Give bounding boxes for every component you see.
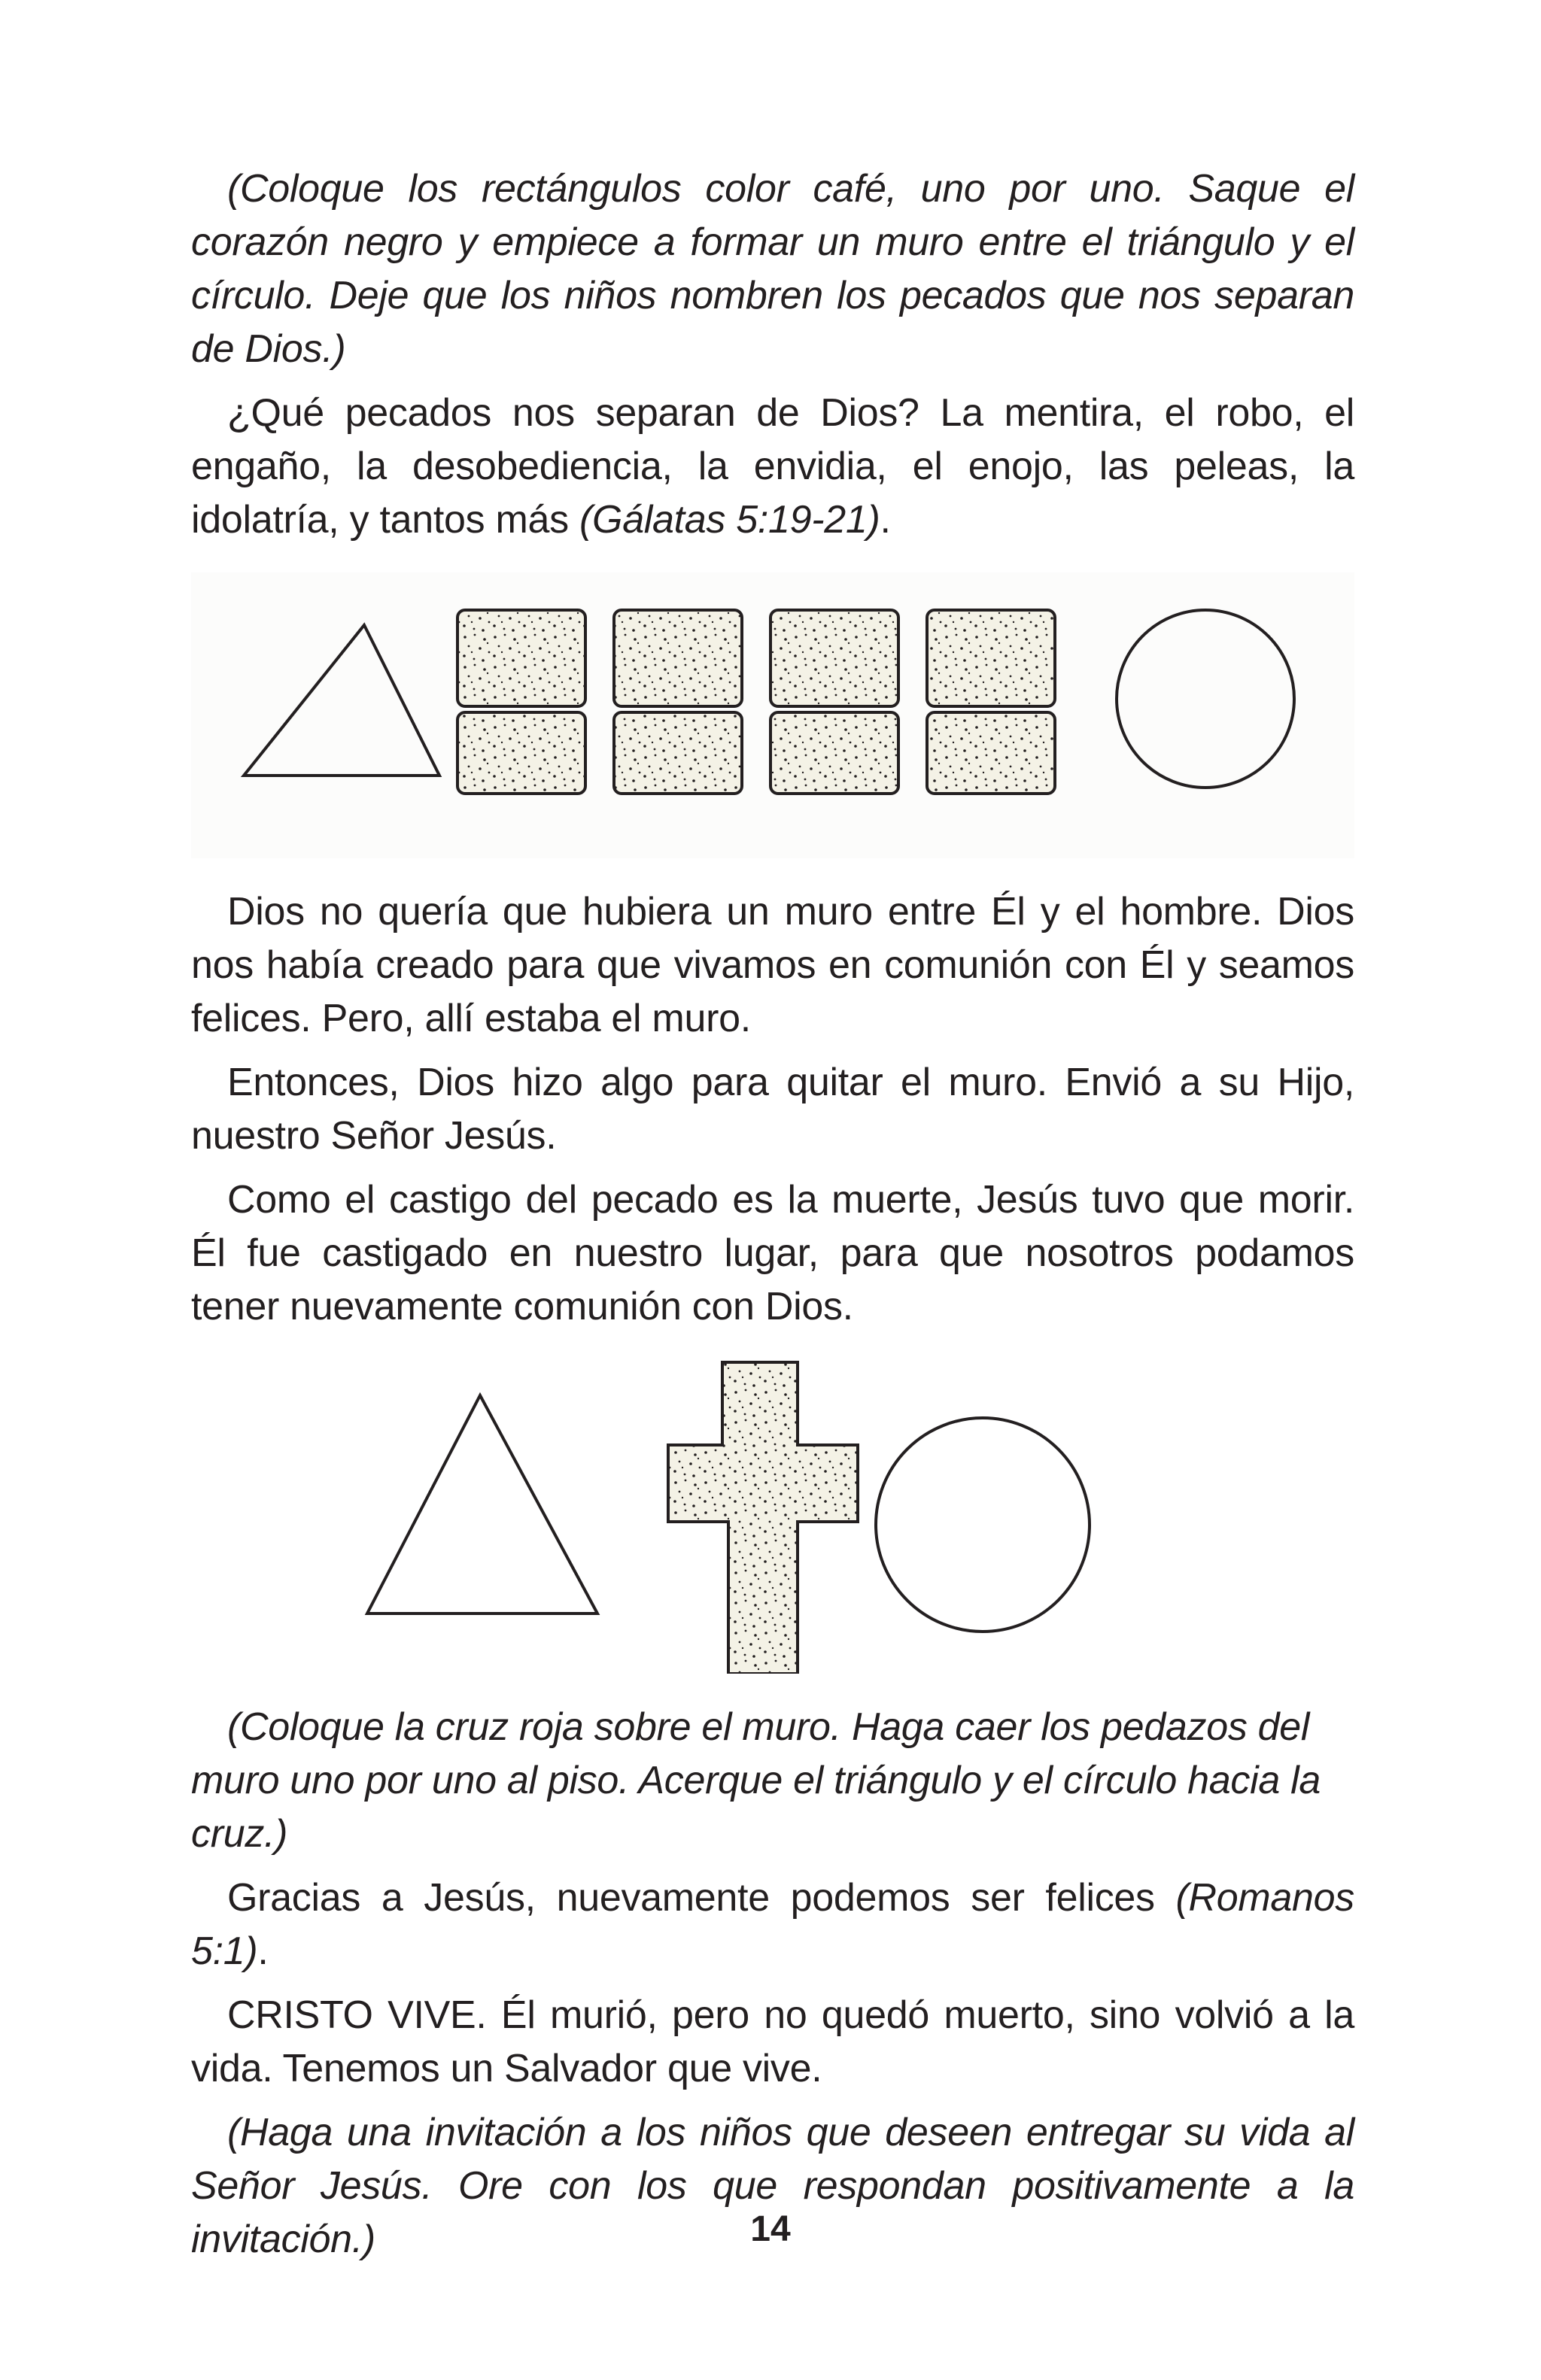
circle-shape xyxy=(876,1418,1090,1632)
wall-brick xyxy=(457,712,585,794)
gratitude-text: Gracias a Jesús, nuevamente podemos ser felices xyxy=(227,1876,1176,1920)
punishment-paragraph: Como el castigo del pecado es la muerte, Jesús tuvo que morir. Él fue castigado en nuestro lugar, para que nosotros podamos tener nuevamente comunión con Dios. xyxy=(191,1178,1354,1328)
gratitude-period: . xyxy=(257,1929,269,1973)
christ-lives-paragraph: CRISTO VIVE. Él murió, pero no quedó muerto, sino volvió a la vida. Tenemos un Salvador que vive. xyxy=(191,1993,1354,2090)
instruction-paragraph-wall: (Coloque los rectángulos color café, uno por uno. Saque el corazón negro y empiece a formar un muro entre el triángulo y el círculo. Deje que los niños nombren los pecados que nos separan de Dios.) xyxy=(191,167,1354,371)
wall-paragraph: Dios no quería que hubiera un muro entre Él y el hombre. Dios nos había creado para que vivamos en comunión con Él y seamos felices. Pero, allí estaba el muro. xyxy=(191,890,1354,1040)
wall-brick xyxy=(927,610,1055,706)
son-paragraph: Entonces, Dios hizo algo para quitar el muro. Envió a su Hijo, nuestro Señor Jesús. xyxy=(191,1061,1354,1158)
invitation-paragraph: (Haga una invitación a los niños que deseen entregar su vida al Señor Jesús. Ore con los que respondan positivamente a la invitación.) xyxy=(191,2111,1354,2261)
wall-brick xyxy=(770,712,898,794)
wall-brick xyxy=(614,712,742,794)
sins-period: . xyxy=(880,498,891,542)
wall-brick xyxy=(927,712,1055,794)
sins-text: ¿Qué pecados nos separan de Dios? La mentira, el robo, el engaño, la desobediencia, la envidia, el enojo, las peleas, la idolatría, y tantos más xyxy=(191,391,1354,542)
cross-illustration xyxy=(191,1358,1354,1674)
wall-brick xyxy=(770,610,898,706)
wall-illustration xyxy=(191,572,1354,858)
page-number: 14 xyxy=(750,2209,791,2249)
page-body xyxy=(191,162,1354,2266)
wall-brick xyxy=(614,610,742,706)
wall-brick xyxy=(457,610,585,706)
cross-shape xyxy=(668,1362,858,1674)
galatas-reference: (Gálatas 5:19-21) xyxy=(579,498,880,542)
instruction-paragraph-cross: (Coloque la cruz roja sobre el muro. Haga caer los pedazos del muro uno por uno al piso. Acerque el triángulo y el círculo hacia la cruz.) xyxy=(191,1705,1321,1856)
sins-paragraph xyxy=(191,387,1354,547)
triangle-shape xyxy=(367,1395,597,1613)
gratitude-paragraph xyxy=(191,1872,1354,1978)
romanos-reference: (Romanos 5:1) xyxy=(191,1876,1354,1973)
